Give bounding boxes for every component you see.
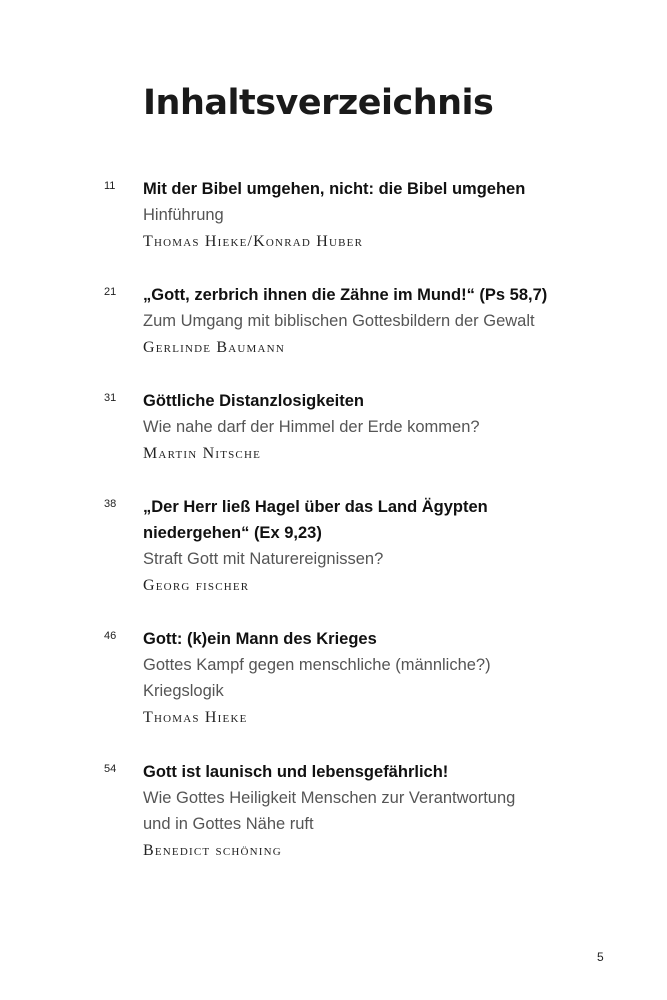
toc-entry-author: Martin Nitsche (143, 445, 262, 462)
toc-entry-subtitle: Hinführung (143, 206, 224, 224)
toc-entry-subtitle: Zum Umgang mit biblischen Gottesbildern der Gewalt (143, 312, 535, 330)
toc-page-number: 21 (104, 286, 117, 298)
toc-page-number: 54 (104, 763, 117, 775)
toc-entry-subtitle-line: Wie Gottes Heiligkeit Menschen zur Verantwortung (143, 789, 516, 807)
toc-entry-subtitle: Wie nahe darf der Himmel der Erde kommen? (143, 418, 480, 436)
toc-entry-subtitle (143, 785, 613, 837)
toc-entry-subtitle: Straft Gott mit Naturereignissen? (143, 550, 384, 568)
toc-entry-subtitle-line: und in Gottes Nähe ruft (143, 815, 314, 833)
toc-entry-author: Benedict schöning (143, 842, 282, 859)
toc-entry-author: Thomas Hieke/Konrad Huber (143, 233, 364, 250)
toc-entry-title: „Gott, zerbrich ihnen die Zähne im Mund!“ (Ps 58,7) (143, 286, 548, 304)
page-title: Inhaltsverzeichnis (143, 83, 494, 123)
toc-entry-title: Göttliche Distanzlosigkeiten (143, 392, 364, 410)
toc-entry-author: Georg fischer (143, 577, 250, 594)
toc-entry-subtitle (143, 652, 613, 704)
toc-entry-title: Gott ist launisch und lebensgefährlich! (143, 763, 449, 781)
toc-page-number: 46 (104, 630, 117, 642)
toc-entry-subtitle-line: Kriegslogik (143, 682, 224, 700)
toc-page-number: 38 (104, 498, 117, 510)
toc-page-number: 11 (104, 180, 116, 192)
page-number: 5 (597, 950, 604, 964)
toc-entry-title (143, 494, 613, 546)
toc-entry-author: Gerlinde Baumann (143, 339, 285, 356)
toc-entry-title: Gott: (k)ein Mann des Krieges (143, 630, 377, 648)
toc-entry-title-line: „Der Herr ließ Hagel über das Land Ägypten (143, 498, 488, 516)
toc-page-number: 31 (104, 392, 117, 404)
toc-entry-subtitle-line: Gottes Kampf gegen menschliche (männliche?) (143, 656, 491, 674)
toc-entry-title: Mit der Bibel umgehen, nicht: die Bibel umgehen (143, 180, 526, 198)
toc-entry-author: Thomas Hieke (143, 709, 248, 726)
toc-entry-title-line: niedergehen“ (Ex 9,23) (143, 524, 322, 542)
